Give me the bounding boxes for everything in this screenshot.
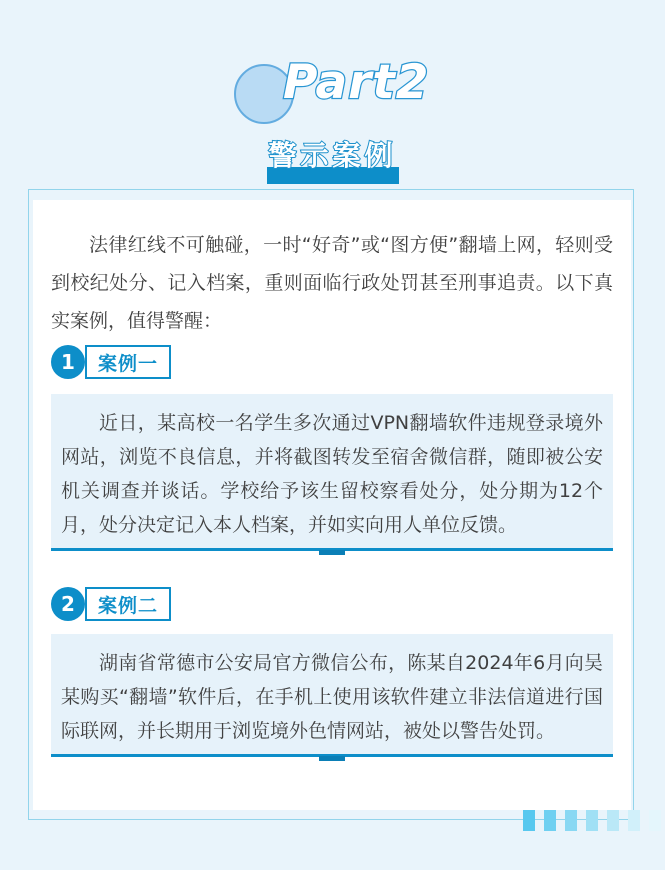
square-decoration-item <box>607 810 619 831</box>
intro-paragraph: 法律红线不可触碰，一时“好奇”或“图方便”翻墙上网，轻则受到校纪处分、记入档案，重则面临行政处罚甚至刑事追责。以下真实案例，值得警醒： <box>51 234 613 332</box>
case-2-header <box>51 587 613 621</box>
square-decoration-item <box>649 810 661 831</box>
case-1-number-badge: 1 <box>51 345 85 379</box>
square-decoration-item <box>586 810 598 831</box>
case-1-label-box: 案例一 <box>85 345 171 379</box>
case-2-paragraph: 湖南省常德市公安局官方微信公布，陈某自2024年6月向吴某购买“翻墙”软件后，在手机上使用该软件建立非法信道进行国际联网，并长期用于浏览境外色情网站，被处以警告处罚。 <box>61 652 603 742</box>
squares-decoration <box>523 810 661 831</box>
section-title: 警示案例 <box>268 139 397 172</box>
case-2-content-box <box>51 634 613 757</box>
case-1-content-box <box>51 394 613 551</box>
content-card <box>33 200 631 810</box>
square-decoration-item <box>544 810 556 831</box>
part-label: Part2 <box>283 55 430 110</box>
case-1-header <box>51 345 613 379</box>
square-decoration-item <box>565 810 577 831</box>
case-2-number-badge: 2 <box>51 587 85 621</box>
square-decoration-item <box>628 810 640 831</box>
square-decoration-item <box>523 810 535 831</box>
case-2-label-box: 案例二 <box>85 587 171 621</box>
case-1-paragraph: 近日，某高校一名学生多次通过VPN翻墙软件违规登录境外网站，浏览不良信息，并将截图转发至宿舍微信群，随即被公安机关调查并谈话。学校给予该生留校察看处分，处分期为12个月，处分决定记入本人档案，并如实向用人单位反馈。 <box>61 412 603 536</box>
